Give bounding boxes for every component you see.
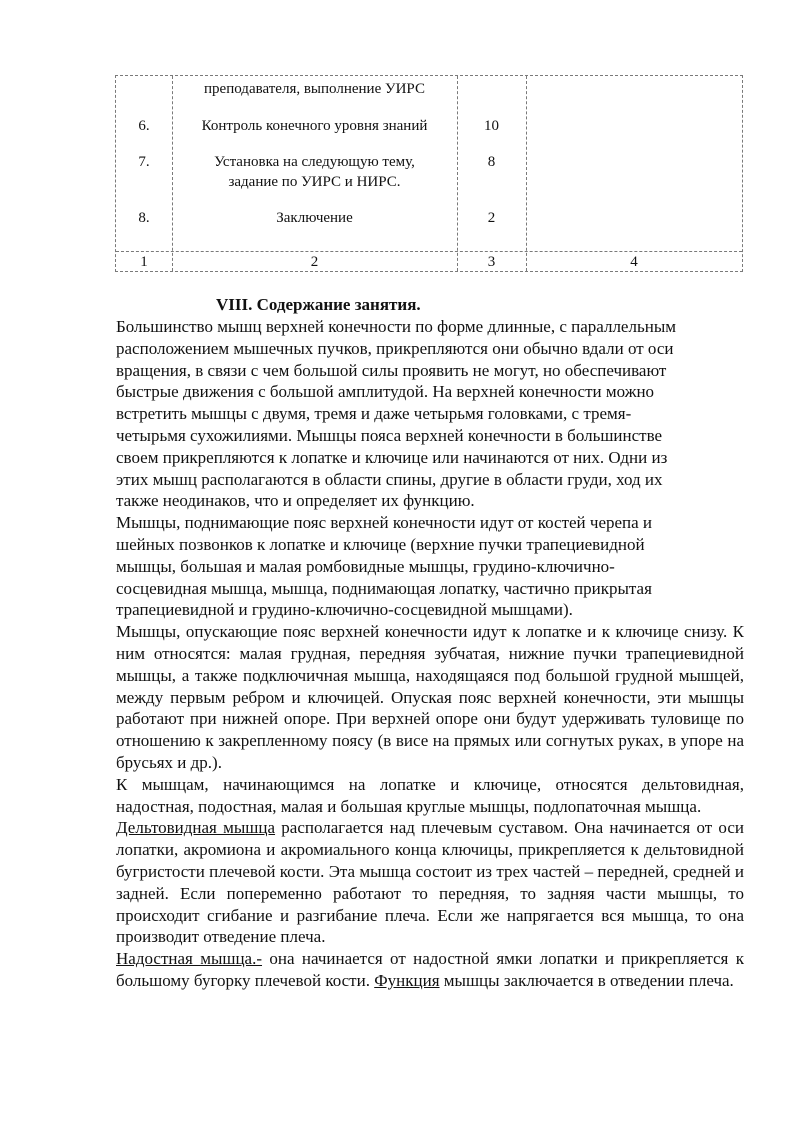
paragraph-5-text: располагается над плечевым суставом. Она начинается от оси лопатки, акромиона и акромиального конца ключицы, прикрепляется к дельтовидной бугристости плечевой кости. Эта мышца состоит из трех частей – передней, средней и задней. Если попеременно работают то передняя, то задняя части мышцы, то происходит сгибание и разгибание плеча. Если же напрягается вся мышца, то она производит отведение плеча. <box>116 818 744 947</box>
text-line: мышцы, большая и малая ромбовидные мышцы, грудино-ключично- <box>116 556 615 576</box>
term-function: Функция <box>374 970 440 990</box>
table-footer-cell: 2 <box>310 254 319 270</box>
text-line: расположением мышечных пучков, прикрепляются они обычно вдали от оси <box>116 338 674 358</box>
text-line: также неодинаков, что и определяет их функцию. <box>116 491 475 511</box>
paragraph-2 <box>116 512 744 621</box>
table-cell-title-line: Установка на следующую тему, <box>214 154 415 170</box>
table-footer-cell: 1 <box>140 254 148 270</box>
table-cell-title-line: задание по УИРС и НИРС. <box>228 174 401 190</box>
table-cell-time: 10 <box>484 118 499 134</box>
paragraph-6-text: она начинается от надостной ямки лопатки и прикрепляется к большому бугорку плечевой кости. <box>116 949 744 990</box>
section-content <box>116 316 744 992</box>
text-line: сосцевидная мышца, мышца, поднимающая лопатку, частично прикрытая <box>116 578 652 598</box>
paragraph-4: К мышцам, начинающимся на лопатке и ключице, относятся дельтовидная, надостная, подостная, малая и большая круглые мышцы, подлопаточная мышца. <box>116 774 744 816</box>
table-footer-cell: 4 <box>630 254 638 270</box>
text-line: быстрые движения с большой амплитудой. На верхней конечности можно <box>116 382 655 402</box>
table-column-divider <box>526 76 527 271</box>
table-cell-number: 7. <box>138 154 150 170</box>
text-line: встретить мышцы с двумя, тремя и даже четырьмя головками, с тремя- <box>116 404 632 424</box>
table-footer-cell: 3 <box>487 254 496 270</box>
paragraph-3: Мышцы, опускающие пояс верхней конечности идут к лопатке и к ключице снизу. К ним относятся: малая грудная, передняя зубчатая, нижние пучки трапециевидной мышцы, а также подключичная мышца, находящаяся под большой грудной мышцей, между первым ребром и ключицей. Опуская пояс верхней конечности, эти мышцы работают при нижней опоре. При верхней опоре они будут удерживать туловище по отношению к закрепленному поясу (в висе на прямых или согнутых руках, в упоре на брусьях и др.). <box>116 622 744 772</box>
text-line: шейных позвонков к лопатке и ключице (верхние пучки трапециевидной <box>116 534 645 554</box>
text-line: четырьмя сухожилиями. Мышцы пояса верхней конечности в большинстве <box>116 425 663 445</box>
text-line: вращения, в связи с чем большой силы проявить не могут, но обеспечивают <box>116 360 667 380</box>
text-line: Большинство мышц верхней конечности по форме длинные, с параллельным <box>116 317 676 336</box>
paragraph-5 <box>116 817 744 948</box>
table-column-divider <box>457 76 458 271</box>
lesson-plan-table <box>115 75 743 272</box>
table-cell-title: Заключение <box>276 210 353 226</box>
text-line: Мышцы, поднимающие пояс верхней конечности идут от костей черепа и <box>116 513 653 533</box>
table-cell-time: 8 <box>487 154 496 170</box>
table-cell-continued-title: преподавателя, выполнение УИРС <box>204 81 425 97</box>
table-cell-title: Контроль конечного уровня знаний <box>201 118 428 134</box>
text-line: своем прикрепляются к лопатке и ключице или начинаются от них. Одни из <box>116 447 668 467</box>
table-cell-number: 6. <box>138 118 150 134</box>
paragraph-1 <box>116 316 744 512</box>
table-cell-time: 2 <box>487 210 496 226</box>
paragraph-6-text-end: мышцы заключается в отведении плеча. <box>439 970 734 990</box>
text-line: этих мышц располагаются в области спины, другие в области груди, ход их <box>116 469 663 489</box>
text-line: трапециевидной и грудино-ключично-сосцевидной мышцами). <box>116 600 573 620</box>
table-cell-number: 8. <box>138 210 150 226</box>
term-deltoid-muscle: Дельтовидная мышца <box>116 818 276 838</box>
term-supraspinatus-muscle: Надостная мышца.- <box>116 949 263 969</box>
section-heading: VIII. Содержание занятия. <box>216 295 421 314</box>
paragraph-6 <box>116 948 744 992</box>
